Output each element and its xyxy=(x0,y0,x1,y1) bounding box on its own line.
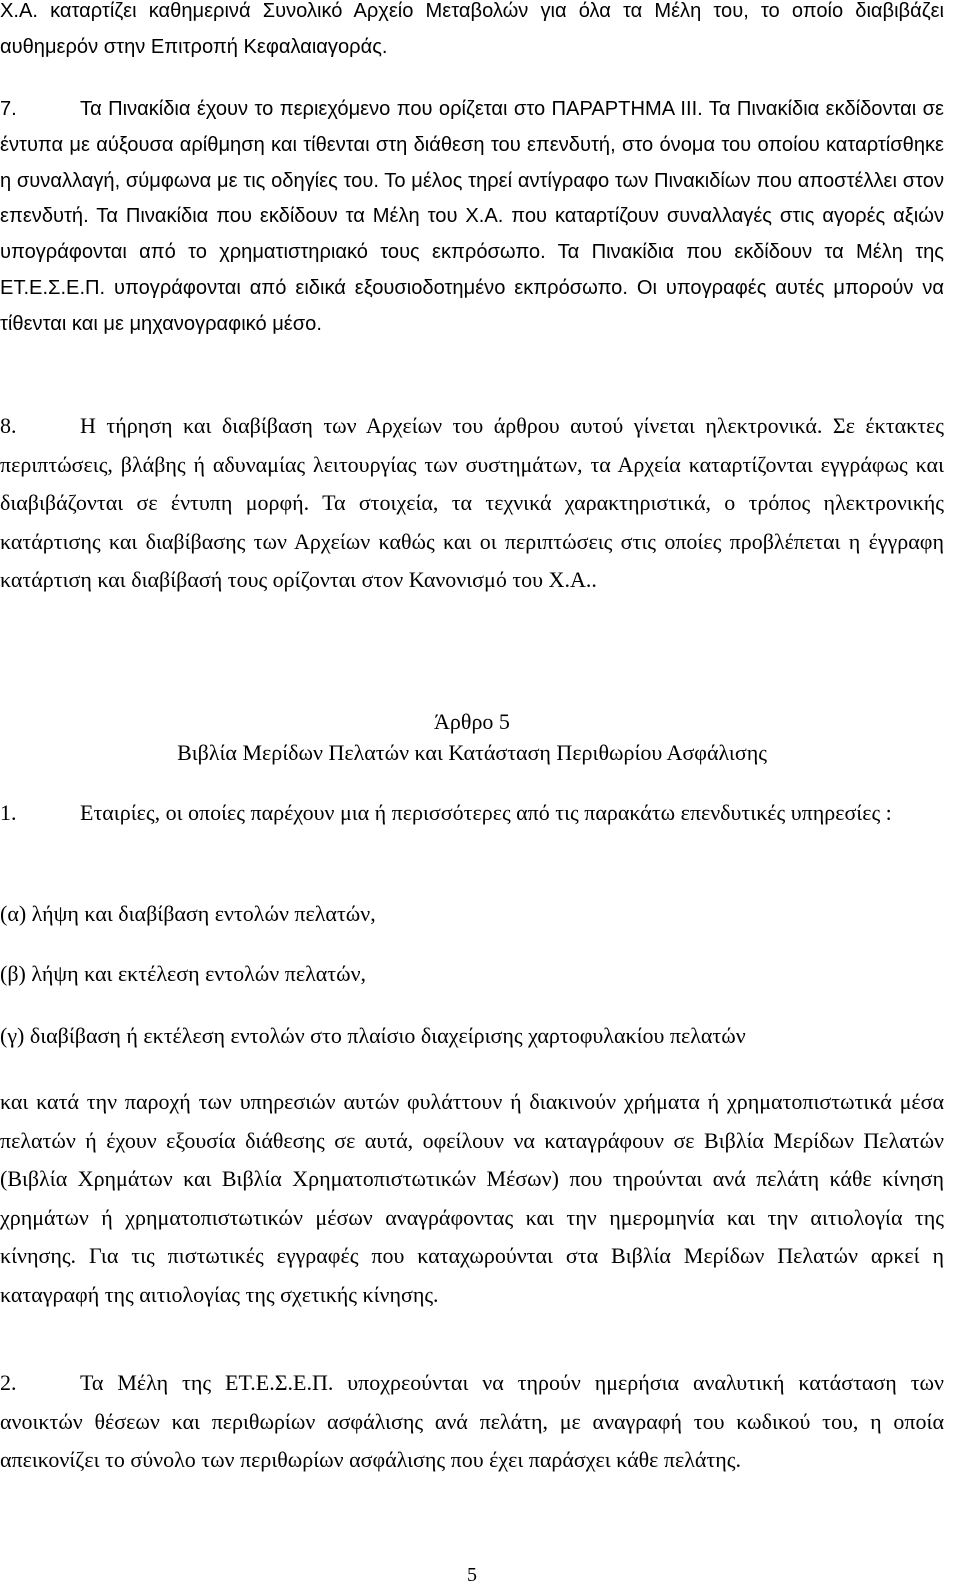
article-paragraph-1-intro xyxy=(0,794,944,833)
continuation-paragraph xyxy=(0,0,944,66)
article-paragraph-2-number: 2. xyxy=(0,1370,17,1395)
article-heading: Άρθρο 5 xyxy=(434,709,510,734)
paragraph-7-text: Τα Πινακίδια έχουν το περιεχόμενο που ορίζεται στο ΠΑΡΑΡΤΗΜΑ ΙΙΙ. Τα Πινακίδια εκδίδονται σε έντυπα με αύξουσα αρίθμηση και τίθενται στη διάθεση του επενδυτή, στο όνομα του οποίου καταρτίσθηκε η συναλλαγή, σύμφωνα με τις οδηγίες του. Το μέλος τηρεί αντίγραφο των Πινακιδίων που αποστέλλει στον επενδυτή. Τα Πινακίδια που εκδίδουν τα Μέλη του Χ.Α. που καταρτίζουν συναλλαγές στις αγορές αξιών υπογράφονται από το χρηματιστηριακό τους εκπρόσωπο. Τα Πινακίδια που εκδίδουν τα Μέλη της ΕΤ.Ε.Σ.Ε.Π. υπογράφονται από ειδικά εξουσιοδοτημένο εκπρόσωπο. Οι υπογραφές αυτές μπορούν να τίθενται και με μηχανογραφικό μέσο. xyxy=(0,98,944,335)
list-item-b: (β) λήψη και εκτέλεση εντολών πελατών, xyxy=(0,961,367,986)
continuation-text: Χ.Α. καταρτίζει καθημερινά Συνολικό Αρχείο Μεταβολών για όλα τα Μέλη του, το οποίο διαβιβάζει αυθημερόν στην Επιτροπή Κεφαλαιαγοράς. xyxy=(0,0,944,58)
article-paragraph-1-body: και κατά την παροχή των υπηρεσιών αυτών φυλάττουν ή διακινούν χρήματα ή χρηματοπιστωτικά μέσα πελατών ή έχουν εξουσία διάθεσης σε αυτά, οφείλουν να καταγράφουν σε Βιβλία Μερίδων Πελατών (Βιβλία Χρημάτων και Βιβλία Χρηματοπιστωτικών Μέσων) που τηρούνται ανά πελάτη κάθε κίνηση χρημάτων ή χρηματοπιστωτικών μέσων αναγράφοντας και την ημερομηνία και την αιτιολογία της κίνησης. Για τις πιστωτικές εγγραφές που καταχωρούνται στα Βιβλία Μερίδων Πελατών αρκεί η καταγραφή της αιτιολογίας της σχετικής κίνησης. xyxy=(0,1089,944,1307)
article-paragraph-1-intro-text: Εταιρίες, οι οποίες παρέχουν μια ή περισσότερες από τις παρακάτω επενδυτικές υπηρεσίες : xyxy=(80,800,892,825)
paragraph-8-number: 8. xyxy=(0,413,17,438)
article-title: Βιβλία Μερίδων Πελατών και Κατάσταση Περιθωρίου Ασφάλισης xyxy=(177,740,767,765)
paragraph-7 xyxy=(0,92,944,343)
paragraph-8-text: Η τήρηση και διαβίβαση των Αρχείων του άρθρου αυτού γίνεται ηλεκτρονικά. Σε έκτακτες περιπτώσεις, βλάβης ή αδυναμίας λειτουργίας των συστημάτων, τα Αρχεία καταρτίζονται εγγράφως και διαβιβάζονται σε έντυπη μορφή. Τα στοιχεία, τα τεχνικά χαρακτηριστικά, ο τρόπος ηλεκτρονικής κατάρτισης και διαβίβασης των Αρχείων καθώς και οι περιπτώσεις στις οποίες προβλέπεται η έγγραφη κατάρτιση και διαβίβασή τους ορίζονται στον Κανονισμό του Χ.Α.. xyxy=(0,413,944,592)
article-paragraph-2 xyxy=(0,1364,944,1480)
paragraph-8 xyxy=(0,407,944,600)
list-item-a: (α) λήψη και διαβίβαση εντολών πελατών, xyxy=(0,901,376,926)
article-paragraph-2-text: Τα Μέλη της ΕΤ.Ε.Σ.Ε.Π. υποχρεούνται να τηρούν ημερήσια αναλυτική κατάσταση των ανοικτών θέσεων και περιθωρίων ασφάλισης ανά πελάτη, με αναγραφή του κωδικού του, η οποία απεικονίζει το σύνολο των περιθωρίων ασφάλισης που έχει παράσχει κάθε πελάτης. xyxy=(0,1370,944,1472)
list-item-c: (γ) διαβίβαση ή εκτέλεση εντολών στο πλαίσιο διαχείρισης χαρτοφυλακίου πελατών xyxy=(0,1023,746,1048)
page-number: 5 xyxy=(467,1564,477,1586)
paragraph-7-number: 7. xyxy=(0,98,17,120)
article-paragraph-1-number: 1. xyxy=(0,800,17,825)
